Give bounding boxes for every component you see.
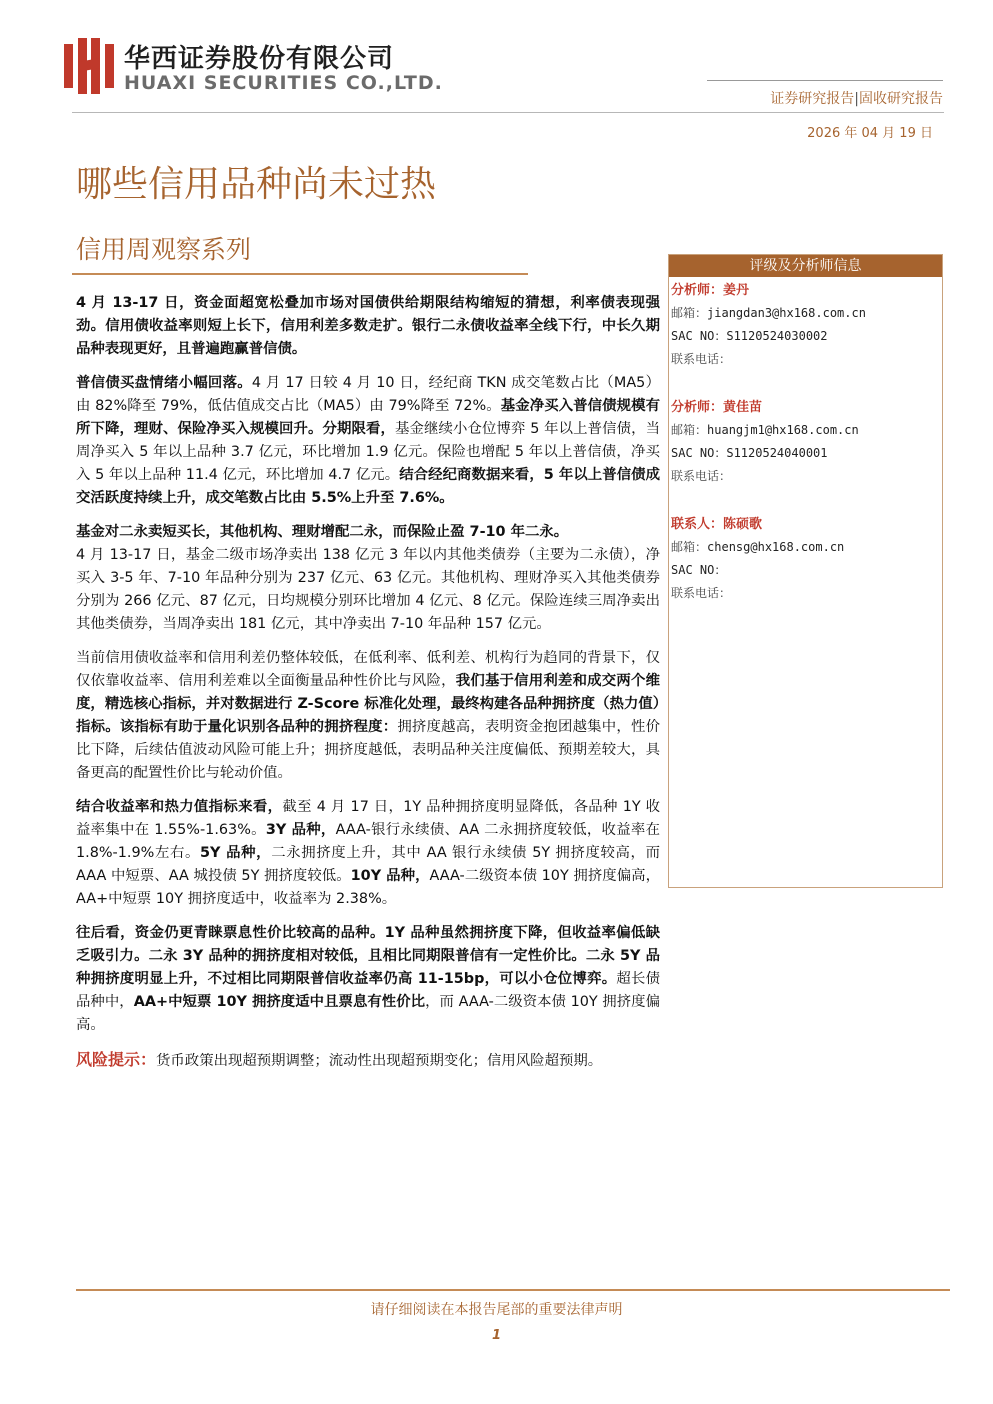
contact-name: 联系人：陈硕歌 — [671, 517, 763, 532]
analyst-email-row — [671, 302, 942, 325]
email-label: 邮箱： — [671, 540, 708, 554]
analyst-sac-row — [671, 442, 942, 465]
analyst-phone-row — [671, 465, 942, 488]
bold-text: 5Y 品种， — [200, 845, 272, 861]
analyst-phone-row — [671, 348, 942, 371]
analyst-email-link[interactable]: huangjm1@hx168.com.cn — [707, 423, 859, 437]
company-name-cn: 华西证券股份有限公司 — [124, 44, 395, 74]
report-type-left: 证券研究报告 — [770, 91, 855, 107]
analyst-info-panel — [668, 254, 943, 888]
report-date: 2026 年 04 月 19 日 — [807, 126, 933, 141]
page-number: 1 — [491, 1328, 502, 1343]
paragraph-heat-index — [76, 796, 660, 911]
contact-email-row — [671, 536, 942, 559]
contact-sac-row — [671, 559, 942, 582]
body-text: 二永拥挤度上升，其中 AA 银行永续债 5Y 拥挤度较高，而 AAA 中短票、AA 城投债 5Y 拥挤度较低。 — [76, 845, 660, 884]
legal-notice: 请仔细阅读在本报告尾部的重要法律声明 — [370, 1302, 623, 1318]
bold-text: AA+中短票 10Y 拥挤度适中且票息有性价比 — [133, 994, 426, 1010]
sac-label: SAC NO： — [671, 329, 727, 343]
phone-label: 联系电话： — [671, 586, 732, 600]
paragraph-summary — [76, 292, 660, 361]
report-type-right: 固收研究报告 — [859, 91, 943, 107]
paragraph-methodology — [76, 647, 660, 785]
analyst-email-row — [671, 419, 942, 442]
paragraph-risk — [76, 1048, 660, 1073]
report-type-separator: | — [854, 91, 859, 107]
company-name-en: HUAXI SECURITIES CO.,LTD. — [124, 72, 443, 94]
bold-text: 基金对二永卖短买长，其他机构、理财增配二永，而保险止盈 7-10 年二永。 — [76, 524, 569, 540]
analyst-card — [669, 279, 942, 371]
body-column — [76, 292, 660, 1084]
sac-number: S1120524030002 — [726, 329, 828, 343]
body-text: 当前信用债收益率和信用利差仍整体较低，在低利率、低利差、机构行为趋同的背景下，仅仅依靠收益率、信用利差难以全面衡量品种性价比与风险， — [76, 650, 660, 689]
body-text: ，而 AAA-二级资本债 10Y 拥挤度偏高。 — [76, 994, 660, 1033]
paragraph-outlook — [76, 922, 660, 1037]
report-type — [770, 88, 943, 108]
bold-text: 10Y 品种， — [350, 868, 430, 884]
paragraph-general-credit — [76, 372, 660, 510]
risk-text: 货币政策出现超预期调整；流动性出现超预期变化；信用风险超预期。 — [156, 1053, 603, 1069]
bold-text: 结合收益率和热力值指标来看， — [76, 799, 283, 815]
analyst-panel-header: 评级及分析师信息 — [669, 255, 942, 277]
email-label: 邮箱： — [671, 306, 708, 320]
contact-phone-row — [671, 582, 942, 605]
footer-divider — [76, 1289, 950, 1291]
body-text: 截至 4 月 17 日，1Y 品种拥挤度明显降低，各品种 1Y 收益率集中在 1.55%-1.63%。 — [76, 799, 660, 838]
phone-label: 联系电话： — [671, 352, 732, 366]
contact-card — [669, 513, 942, 605]
bold-text: 普信债买盘情绪小幅回落。 — [76, 375, 252, 391]
body-text: 拥挤度越高，表明资金抱团越集中，性价比下降，后续估值波动风险可能上升；拥挤度越低，表明品种关注度偏低、预期差较大，具备更高的配置性价比与轮动价值。 — [76, 719, 660, 781]
summary-bold: 4 月 13-17 日，资金面超宽松叠加市场对国债供给期限结构缩短的猜想，利率债表现强劲。信用债收益率则短上长下，信用利差多数走扩。银行二永债收益率全线下行，中长久期品种表现更好，且普遍跑赢普信债。 — [76, 295, 660, 357]
bold-text: 我们基于信用利差和成交两个维度，精选核心指标，并对数据进行 Z-Score 标准化处理，最终构建各品种拥挤度（热力值）指标。该指标有助于量化识别各品种的拥挤程度： — [76, 673, 660, 735]
huaxi-logo-icon — [64, 38, 114, 94]
analyst-sac-row — [671, 325, 942, 348]
body-text: 超长债品种中， — [76, 971, 660, 1010]
analyst-name: 分析师：黄佳苗 — [671, 400, 763, 415]
bold-text: 3Y 品种， — [265, 822, 336, 838]
phone-label: 联系电话： — [671, 469, 732, 483]
analyst-email-link[interactable]: jiangdan3@hx168.com.cn — [707, 306, 866, 320]
bold-text: 基金净买入普信债规模有所下降，理财、保险净买入规模回升。分期限看， — [76, 398, 660, 437]
body-text: 4 月 17 日较 4 月 10 日，经纪商 TKN 成交笔数占比（MA5）由 82%降至 79%，低估值成交占比（MA5）由 79%降至 72%。 — [76, 375, 660, 414]
series-title: 信用周观察系列 — [76, 235, 252, 264]
series-underline — [72, 273, 528, 275]
spacer — [669, 488, 942, 511]
spacer — [669, 371, 942, 394]
top-divider — [72, 112, 944, 113]
sac-label: SAC NO： — [671, 446, 727, 460]
sac-label: SAC NO： — [671, 563, 727, 577]
body-text: AAA-银行永续债、AA 二永拥挤度较低，收益率在 1.8%-1.9%左右。 — [76, 822, 660, 861]
risk-label: 风险提示： — [76, 1050, 157, 1069]
contact-email-link[interactable]: chensg@hx168.com.cn — [707, 540, 845, 554]
analyst-name: 分析师：姜丹 — [671, 283, 750, 298]
page-title: 哪些信用品种尚未过热 — [76, 164, 437, 205]
email-label: 邮箱： — [671, 423, 708, 437]
header-divider — [707, 80, 943, 81]
analyst-card — [669, 396, 942, 488]
body-text: 4 月 13-17 日，基金二级市场净卖出 138 亿元 3 年以内其他类债券（主要为二永债），净买入 3-5 年、7-10 年品种分别为 237 亿元、63 亿元。其他机构、理财净买入其他类债券分别为 266 亿元、87 亿元，日均规模分别环比增加 4 亿元、8 亿元。保险连续三周净卖出其他类债券，当周净卖出 181 亿元，其中净卖出 7-10 年品种 157 亿元。 — [76, 547, 660, 632]
sac-number: S1120524040001 — [726, 446, 828, 460]
body-text: 基金继续小仓位博弈 5 年以上普信债，当周净买入 5 年以上品种 3.7 亿元，环比增加 1.9 亿元。保险也增配 5 年以上普信债，净买入 5 年以上品种 11.4 亿元，环比增加 4.7 亿元。 — [76, 421, 660, 483]
paragraph-bank-perpetual — [76, 521, 660, 636]
bold-text: 往后看，资金仍更青睐票息性价比较高的品种。1Y 品种虽然拥挤度下降，但收益率偏低缺乏吸引力。二永 3Y 品种的拥挤度相对较低，且相比同期限普信有一定性价比。二永 5Y 品种拥挤度明显上升，不过相比同期限普信收益率仍高 11-15bp，可以小仓位博弈。 — [76, 925, 660, 987]
body-text: AAA-二级资本债 10Y 拥挤度偏高，AA+中短票 10Y 拥挤度适中，收益率为 2.38%。 — [76, 868, 660, 907]
bold-text: 结合经纪商数据来看，5 年以上普信债成交活跃度持续上升，成交笔数占比由 5.5%上升至 7.6%。 — [76, 467, 660, 506]
